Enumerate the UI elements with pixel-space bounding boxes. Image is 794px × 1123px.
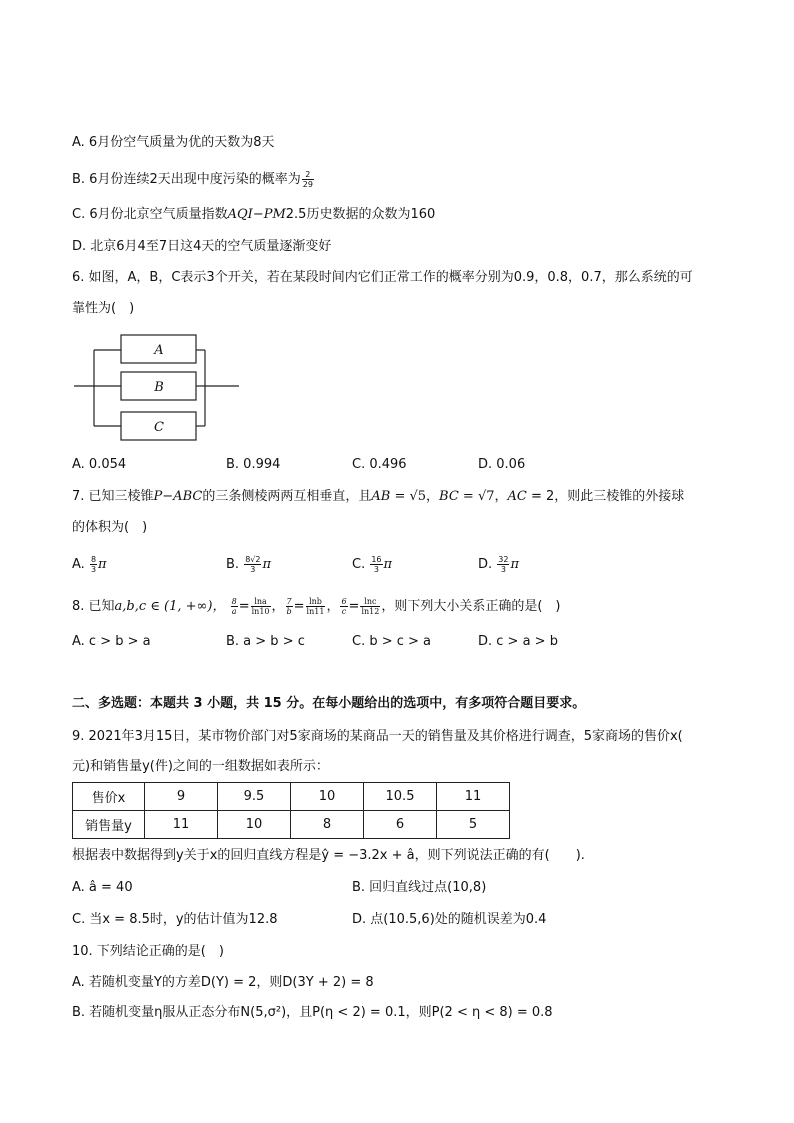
- fraction-denominator: b: [286, 607, 292, 616]
- table-row: [73, 783, 510, 811]
- q7-stem-line1: [72, 487, 684, 507]
- price-sales-table: [72, 782, 510, 839]
- q5-option-c: [72, 205, 435, 225]
- q7-ac-value: = 2，则此三棱锥的外接球: [531, 489, 685, 504]
- fraction-numerator: lnc: [360, 597, 380, 607]
- section-heading-multiple-choice: 二、多选题：本题共 3 小题，共 15 分。在每小题给出的选项中，有多项符合题目要求。: [72, 696, 586, 711]
- option-label: C.: [352, 557, 370, 572]
- table-cell: 10.5: [364, 783, 437, 811]
- table-row: [73, 811, 510, 839]
- q9-stem-line1: 9. 2021年3月15日，某市物价部门对5家商场的某商品一天的销售量及其价格进行调查，5家商场的售价x(: [72, 729, 683, 744]
- q7-option-d: [478, 555, 519, 575]
- q8-suffix: ，则下列大小关系正确的是( ): [381, 599, 561, 614]
- q8-stem: 8. 已知a,b,c ∈ (1, +∞)， $\frac{8}{a}$ = $\frac{\ln a}{\ln 10}$ ， $\frac{7}{b}$ = $\frac{\ln b}{\ln 11}$ ， $\frac{6}{c}$ = $\frac{\ln c}{\ln 12}$ ，则下列大小关系正确的是( ): [72, 597, 561, 616]
- option-label: D.: [478, 557, 497, 572]
- table-cell: 10: [291, 783, 364, 811]
- q5-option-d: D. 北京6月4至7日这4天的空气质量逐渐变好: [72, 239, 332, 254]
- table-cell: 5: [437, 811, 510, 839]
- table-cell: 11: [437, 783, 510, 811]
- option-label: A.: [72, 557, 89, 572]
- q6-option-b: B. 0.994: [226, 457, 281, 472]
- q8-option-a: A. c > b > a: [72, 634, 151, 649]
- fraction-numerator: 16: [371, 555, 382, 564]
- q10-option-b: B. 若随机变量η服从正态分布N(5,σ²)，且P(η < 2) = 0.1，则P(2 < η < 8) = 0.8: [72, 1005, 553, 1020]
- fraction-denominator: c: [341, 607, 347, 616]
- fraction-numerator: 32: [498, 555, 509, 564]
- q7-edge-ab: AB: [371, 489, 391, 504]
- q7-text-a: 7. 已知三棱锥: [72, 489, 154, 504]
- q10-option-a: A. 若随机变量Y的方差D(Y) = 2，则D(3Y + 2) = 8: [72, 975, 374, 990]
- fraction-numerator: 2: [302, 170, 314, 180]
- q8-condition: a,b,c ∈ (1, +∞)，: [114, 599, 226, 614]
- fraction-denominator: 3: [373, 565, 379, 574]
- q5-option-b: [72, 170, 315, 190]
- q7-tetrahedron: P−ABC: [153, 489, 203, 504]
- q6-option-c: C. 0.496: [352, 457, 407, 472]
- option-label: B.: [226, 557, 244, 572]
- q7-edge-ac: AC: [507, 489, 527, 504]
- table-cell: 10: [218, 811, 291, 839]
- q7-option-c: [352, 555, 392, 575]
- fraction-numerator: 6: [341, 597, 347, 606]
- table-cell: 8: [291, 811, 364, 839]
- q10-stem: 10. 下列结论正确的是( ): [72, 944, 224, 959]
- q7-edge-bc: BC: [439, 489, 459, 504]
- q7-option-a: [72, 555, 107, 575]
- q7-text-b: 的三条侧棱两两互相垂直，且: [202, 489, 372, 504]
- table-cell: 9.5: [218, 783, 291, 811]
- q5-option-c-text: C. 6月份北京空气质量指数: [72, 207, 228, 222]
- q7-ab-value: = √5，: [394, 489, 440, 504]
- q7-bc-value: = √7，: [462, 489, 508, 504]
- switch-c-label: C: [154, 420, 164, 435]
- fraction-denominator: ln10: [251, 607, 270, 616]
- fraction-numerator: 7: [286, 597, 292, 606]
- fraction-numerator: 8: [231, 597, 237, 606]
- table-row-header: 销售量y: [73, 811, 145, 839]
- table-cell: 11: [145, 811, 218, 839]
- q7-option-b: [226, 555, 271, 575]
- q5-option-c-math: AQI−PM: [227, 207, 286, 222]
- q8-text: 8. 已知: [72, 599, 115, 614]
- switch-b-label: B: [154, 380, 164, 395]
- fraction-numerator: 8√2: [245, 555, 261, 564]
- fraction-numerator: lna: [251, 597, 271, 607]
- q9-option-b: B. 回归直线过点(10,8): [352, 880, 487, 895]
- fraction-denominator: 3: [90, 565, 97, 574]
- q5-option-c-suffix: 2.5历史数据的众数为160: [285, 207, 436, 222]
- pi-symbol: π: [510, 557, 520, 572]
- q8-option-b: B. a > b > c: [226, 634, 305, 649]
- pi-symbol: π: [262, 557, 272, 572]
- q8-option-d: D. c > a > b: [478, 634, 558, 649]
- fraction-denominator: ln12: [361, 607, 380, 616]
- fraction-denominator: ln11: [306, 607, 325, 616]
- pi-symbol: π: [383, 557, 393, 572]
- q5-option-b-text: B. 6月份连续2天出现中度污染的概率为: [72, 172, 301, 187]
- q9-option-d: D. 点(10.5,6)处的随机误差为0.4: [352, 912, 547, 927]
- q8-option-c: C. b > c > a: [352, 634, 432, 649]
- q6-option-d: D. 0.06: [478, 457, 526, 472]
- fraction-numerator: lnb: [306, 597, 326, 607]
- fraction-denominator: a: [231, 607, 237, 616]
- parallel-circuit-diagram: [74, 330, 244, 442]
- q9-option-a: A. â = 40: [72, 880, 133, 895]
- q6-stem-line1: 6. 如图，A，B，C表示3个开关，若在某段时间内它们正常工作的概率分别为0.9，0.8，0.7，那么系统的可: [72, 270, 693, 285]
- fraction-denominator: 3: [250, 565, 256, 574]
- fraction-numerator: 8: [90, 555, 97, 564]
- fraction-denominator: 3: [500, 565, 506, 574]
- q5-option-a: A. 6月份空气质量为优的天数为8天: [72, 135, 275, 150]
- q9-option-c: C. 当x = 8.5时，y的估计值为12.8: [72, 912, 278, 927]
- q6-stem-line2: 靠性为( ): [72, 301, 135, 316]
- fraction-denominator: 29: [302, 180, 313, 189]
- table-cell: 9: [145, 783, 218, 811]
- q9-stem-line3: 根据表中数据得到y关于x的回归直线方程是ŷ = −3.2x + â，则下列说法正确的有( ).: [72, 848, 585, 863]
- q5-option-b-fraction: [302, 170, 314, 189]
- table-row-header: 售价x: [73, 783, 145, 811]
- q9-stem-line2: 元)和销售量y(件)之间的一组数据如表所示：: [72, 759, 329, 774]
- q6-option-a: A. 0.054: [72, 457, 127, 472]
- pi-symbol: π: [98, 557, 107, 572]
- switch-a-label: A: [154, 343, 164, 358]
- table-cell: 6: [364, 811, 437, 839]
- q7-stem-line2: 的体积为( ): [72, 520, 148, 535]
